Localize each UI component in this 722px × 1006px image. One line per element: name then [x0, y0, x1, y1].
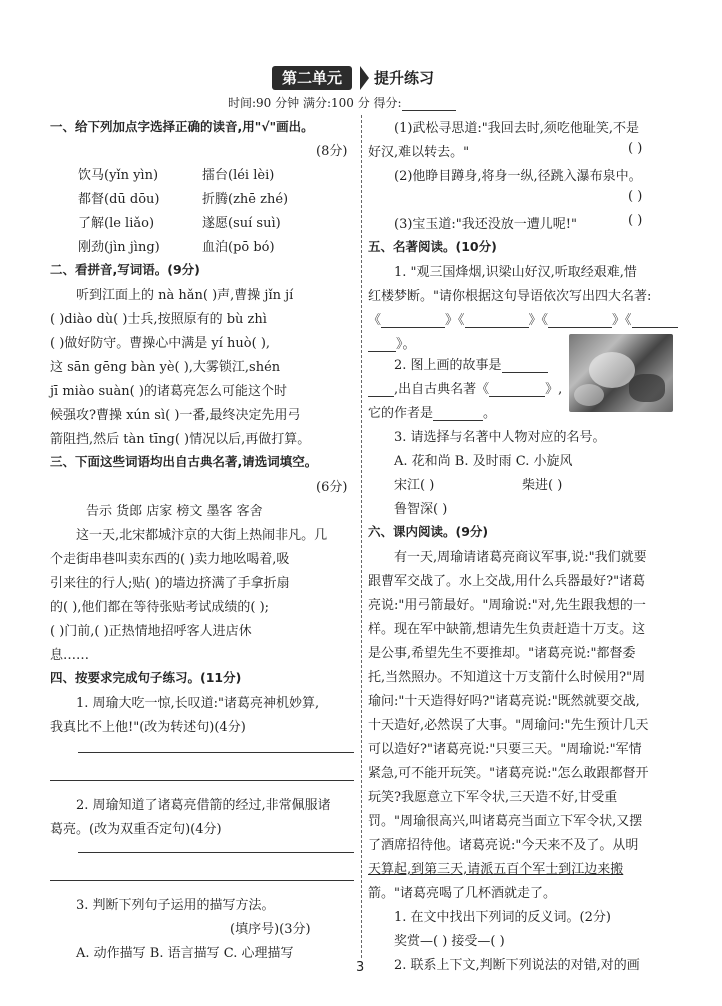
antonym-blanks[interactable]: 奖赏—( ) 接受—( ) [394, 934, 505, 949]
answer-paren[interactable]: 宋江( ) [394, 478, 435, 493]
exam-meta-text: 时间:90 分钟 满分:100 分 得分: [228, 96, 402, 110]
question-text: 3. 判断下列句子运用的描写方法。 [76, 898, 275, 913]
question-options: A. 动作描写 B. 语言描写 C. 心理描写 [76, 946, 294, 961]
passage-line: 亮说:"用弓箭最好。"周瑜说:"对,先生跟我想的一 [368, 598, 646, 613]
section-4-title: 四、按要求完成句子练习。(11分) [50, 670, 242, 685]
passage-line: 紧急,可不能开玩笑。"诸葛亮说:"怎么敢跟都督开 [368, 766, 649, 781]
question-text: 1. "观三国烽烟,识梁山好汉,听取经艰难,惜 [394, 265, 637, 280]
answer-line[interactable] [50, 880, 354, 881]
column-divider [361, 115, 362, 958]
text-line: 的( ),他们都在等待张贴考试成绩的( ); [50, 600, 270, 615]
passage-line: 样。现在军中缺箭,想请先生负责赶造十万支。这 [368, 622, 646, 637]
text-line: ( )diào dù( )士兵,按照原有的 bù zhì [50, 312, 267, 327]
question-score: (填序号)(3分) [230, 922, 311, 937]
text-line: (1)武松寻思道:"我回去时,须吃他耻笑,不是 [394, 121, 640, 136]
unit-badge: 第二单元 [272, 66, 352, 90]
question-text: ,出自古典名著《 》, [368, 378, 562, 397]
text-line: 个走街串巷叫卖东西的( )卖力地吆喝着,吸 [50, 552, 290, 567]
section-5-title: 五、名著阅读。(10分) [368, 239, 497, 254]
section-6-title: 六、课内阅读。(9分) [368, 524, 489, 539]
pinyin-option[interactable]: 都督(dū dōu) [78, 192, 160, 207]
passage-line: 玩笑?我愿意立下军令状,三天造不好,甘受重 [368, 790, 618, 805]
question-text: 2. 图上画的故事是 [394, 354, 548, 373]
answer-line[interactable] [78, 852, 354, 853]
book-blanks-cont[interactable]: 》。 [368, 333, 416, 352]
question-text: 1. 周瑜大吃一惊,长叹道:"诸葛亮神机妙算, [76, 696, 320, 711]
question-text: 我真比不上他!"(改为转述句)(4分) [50, 720, 246, 735]
text-line: 引来往的行人;贴( )的墙边挤满了手拿折扇 [50, 576, 290, 591]
text-line: 听到江面上的 nà hǎn( )声,曹操 jǐn jí [76, 288, 294, 303]
passage-line: 托,当然照办。不知道这十万支箭什么时候用?"周 [368, 670, 646, 685]
question-text: 葛亮。(改为双重否定句)(4分) [50, 822, 222, 837]
page-number: 3 [356, 960, 365, 975]
text-line: 候强攻?曹操 xún sì( )一番,最终决定先用弓 [50, 408, 301, 423]
question-options: A. 花和尚 B. 及时雨 C. 小旋风 [394, 454, 573, 469]
book-open-mark: 《 [368, 313, 382, 328]
question-text: 3. 请选择与名著中人物对应的名号。 [394, 430, 606, 445]
question-text: 红楼梦断。"请你根据这句导语依次写出四大名著: [368, 289, 652, 304]
text-line: 息…… [50, 648, 90, 663]
section-1-score: (8分) [316, 144, 348, 159]
pinyin-option[interactable]: 了解(le liǎo) [78, 216, 155, 231]
answer-paren[interactable]: 鲁智深( ) [394, 502, 448, 517]
section-3-title: 三、下面这些词语均出自古典名著,请选词填空。 [50, 454, 318, 469]
story-illustration [569, 334, 673, 412]
section-1-title: 一、给下列加点字选择正确的读音,用"√"画出。 [50, 119, 314, 134]
passage-line: 了酒席招待他。诸葛亮说:"今天来不及了。从明 [368, 838, 639, 853]
passage-line: 瑜问:"十天造得好吗?"诸葛亮说:"既然就要交战, [368, 694, 640, 709]
answer-paren[interactable]: ( ) [628, 141, 643, 156]
badge-arrow-icon [360, 66, 369, 90]
text-line: 好汉,难以转去。" [368, 145, 470, 160]
passage-line: 可以造好?"诸葛亮说:"只要三天。"周瑜说:"军情 [368, 742, 642, 757]
text-line: (2)他睁目蹲身,将身一纵,径跳入瀑布泉中。 [394, 169, 642, 184]
answer-paren[interactable]: 柴进( ) [522, 478, 563, 493]
text-line: ( )做好防守。曹操心中满是 yí huò( ), [50, 336, 271, 351]
text-line: 这一天,北宋都城汴京的大街上热闹非凡。几 [76, 528, 328, 543]
passage-line: 跟曹军交战了。水上交战,用什么兵器最好?"诸葛 [368, 574, 646, 589]
book-blanks[interactable]: 《 》《 》《 》《 [368, 309, 678, 328]
exam-meta [228, 94, 456, 111]
passage-line: 罚。"周瑜很高兴,叫诸葛亮当面立下军令状,又摆 [368, 814, 643, 829]
answer-paren[interactable]: ( ) [628, 213, 643, 228]
answer-line[interactable] [78, 752, 354, 753]
pinyin-option[interactable]: 擂台(léi lèi) [202, 168, 275, 183]
text-line: jī miào suàn( )的诸葛亮怎么可能这个时 [50, 384, 287, 399]
passage-line: 是公事,希望先生不要推却。"诸葛亮说:"都督委 [368, 646, 636, 661]
pinyin-option[interactable]: 刚劲(jìn jìng) [78, 240, 160, 255]
word-bank: 告示 货郎 店家 榜文 墨客 客舍 [86, 504, 263, 519]
question-text: 1. 在文中找出下列词的反义词。(2分) [394, 910, 611, 925]
question-text: 它的作者是 。 [368, 406, 497, 421]
pinyin-option[interactable]: 遂愿(suí suì) [202, 216, 281, 231]
page-header [0, 66, 722, 92]
text-line: 箭阻挡,然后 tàn tīng( )情况以后,再做打算。 [50, 432, 311, 447]
pinyin-option[interactable]: 饮马(yǐn yìn) [78, 168, 159, 183]
passage-line: 有一天,周瑜请诸葛亮商议军事,说:"我们就要 [394, 550, 647, 565]
section-3-score: (6分) [316, 480, 348, 495]
passage-line: 十天造好,必然误了大事。"周瑜问:"先生预计几天 [368, 718, 649, 733]
page-title: 提升练习 [374, 69, 435, 87]
answer-paren[interactable]: ( ) [628, 189, 643, 204]
text-line: (3)宝玉道:"我还没放一遭儿呢!" [394, 217, 577, 232]
passage-line: 箭。"诸葛亮喝了几杯酒就走了。 [368, 886, 556, 901]
score-blank[interactable] [402, 98, 456, 111]
section-2-title: 二、看拼音,写词语。(9分) [50, 262, 200, 277]
question-text: 2. 周瑜知道了诸葛亮借箭的经过,非常佩服诸 [76, 798, 331, 813]
pinyin-option[interactable]: 折腾(zhē zhé) [202, 192, 289, 207]
text-line: 这 sān gēng bàn yè( ),大雾锁江,shén [50, 360, 281, 375]
pinyin-option[interactable]: 血泊(pō bó) [202, 240, 275, 255]
question-text: 2. 联系上下文,判断下列说法的对错,对的画 [394, 958, 640, 973]
text-line: ( )门前,( )正热情地招呼客人进店休 [50, 624, 252, 639]
answer-line[interactable] [50, 780, 354, 781]
passage-line: 天算起,到第三天,请派五百个军士到江边来搬 [368, 862, 624, 877]
